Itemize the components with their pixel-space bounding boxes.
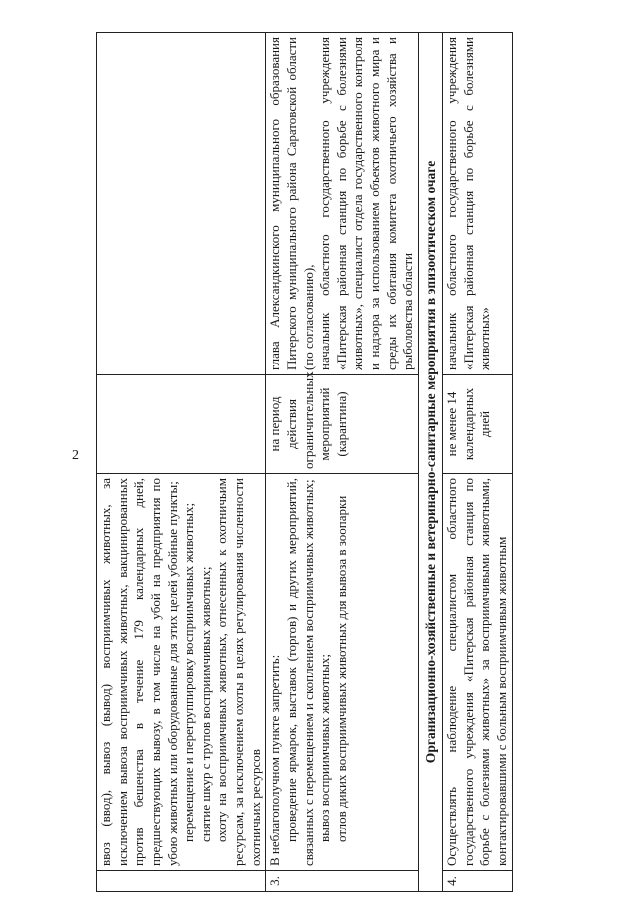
- row-number: 4.: [443, 871, 513, 892]
- measure-term: на период действия ограничительных мероприятий (карантина): [266, 375, 419, 474]
- measure-responsible: [266, 33, 419, 375]
- row-number: 3.: [266, 871, 419, 892]
- section-title: Организационно-хозяйственные и ветеринарно-санитарные мероприятия в эпизоотическом очаге: [418, 33, 442, 892]
- measure-text: В неблагополучном пункте запретить:: [267, 654, 283, 866]
- measure-description: [443, 474, 513, 871]
- section-row: [418, 33, 442, 892]
- measure-text: отлов диких восприимчивых животных для вывоза в зоопарки: [333, 495, 349, 842]
- table-row: [97, 33, 266, 892]
- measure-text: вывоз восприимчивых животных;: [317, 654, 333, 842]
- measure-text: охоту на восприимчивых животных, отнесенных к охотничьим ресурсам, за исключением охоты в целях регулирования численности охотничьих ресурсов: [214, 478, 263, 866]
- responsible-text: начальник областного государственного учреждения «Питерская районная станция по борьбе с болезнями животных»: [444, 37, 493, 370]
- measure-term: не менее 14 календарных дней: [443, 375, 513, 474]
- page-number: 2: [72, 448, 79, 463]
- measure-text: снятие шкур с трупов восприимчивых животных;: [197, 566, 213, 842]
- responsible-text: начальник областного государственного учреждения «Питерская районная станция по борьбе с болезнями животных», специалист отдела государственного контроля и надзора за использованием объектов животного мира и среды их обитания комитета охотничьего хозяйства и рыболовства области: [317, 37, 416, 370]
- table-row: [266, 33, 419, 892]
- measure-responsible: [443, 33, 513, 375]
- measure-text: перемещение и перегруппировку восприимчивых животных;: [181, 502, 197, 842]
- measure-responsible: [97, 33, 266, 375]
- measure-text: Осуществлять наблюдение специалистом областного государственного учреждения «Питерская районная станция по борьбе с болезнями животных» за восприимчивыми животными, контактировавшими с больным восприимчивым животным: [444, 478, 510, 866]
- table-row: [443, 33, 513, 892]
- row-number: [97, 871, 266, 892]
- measure-term: [97, 375, 266, 474]
- measure-description: [266, 474, 419, 871]
- measure-text: проведение ярмарок, выставок (торгов) и других мероприятий, связанных с перемещением и скоплением восприимчивых животных;: [283, 478, 316, 866]
- measures-table: [96, 32, 513, 892]
- measure-description: [97, 474, 266, 871]
- measure-text: ввоз (ввод), вывоз (вывод) восприимчивых животных, за исключением вывоза восприимчивых животных, вакцинированных против бешенства в течение 179 календарных дней, предшествующих вывозу, в том числе на убой на предприятия по убою животных или оборудованные для этих целей убойные пункты;: [98, 478, 180, 866]
- responsible-text: глава Александкинского муниципального образования Питерского муниципального района Саратовской области (по согласованию),: [267, 37, 316, 370]
- rotated-table-container: [96, 32, 536, 892]
